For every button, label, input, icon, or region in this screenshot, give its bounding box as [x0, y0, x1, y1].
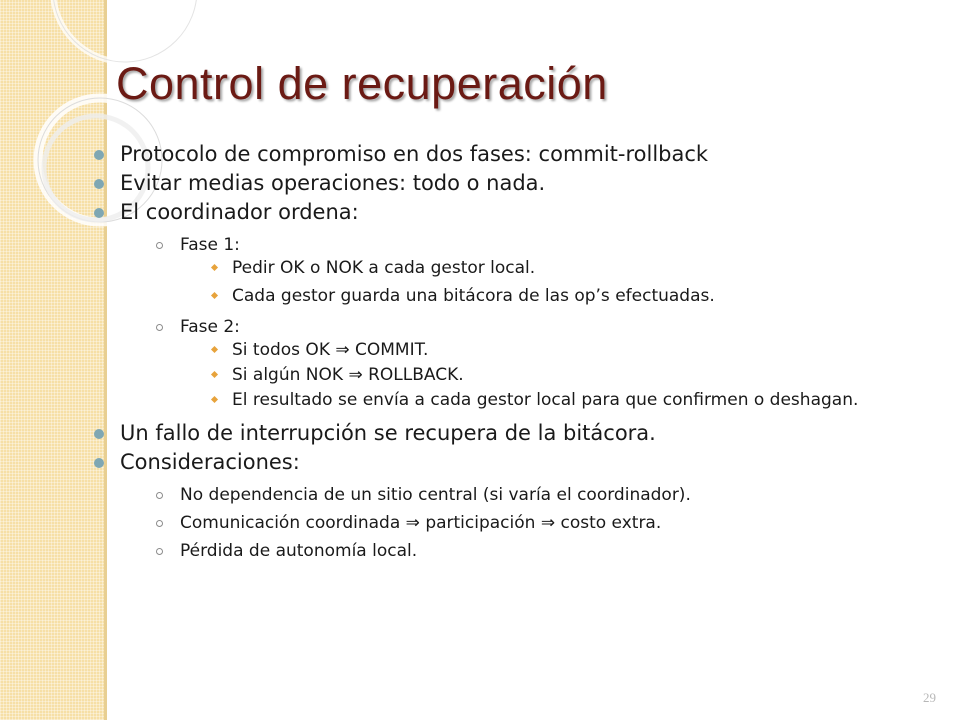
sub-item-phase-1 — [150, 233, 930, 305]
sub-list-phases — [120, 233, 930, 409]
consideration-item: Comunicación coordinada ⇒ participación ⇒ costo extra. — [150, 511, 930, 535]
page-number: 29 — [923, 690, 936, 705]
consideration-item: Pérdida de autonomía local. — [150, 539, 930, 563]
bullet-item-coordinator — [90, 198, 930, 409]
phase-2-label: Fase 2: — [180, 317, 240, 337]
slide-content — [90, 140, 930, 573]
slide-title: Control de recuperación — [116, 58, 608, 109]
sub-list-considerations — [120, 483, 930, 563]
bullet-item: Un fallo de interrupción se recupera de la bitácora. — [90, 419, 930, 448]
bullet-list — [90, 140, 930, 563]
phase-step: Cada gestor guarda una bitácora de las op’s efectuadas. — [206, 287, 930, 305]
phase-step: El resultado se envía a cada gestor local para que confirmen o deshagan. — [206, 391, 930, 409]
phase-step: Si algún NOK ⇒ ROLLBACK. — [206, 366, 930, 384]
phase-1-label: Fase 1: — [180, 235, 240, 255]
phase-2-steps — [180, 341, 930, 409]
consideration-item: No dependencia de un sitio central (si varía el coordinador). — [150, 483, 930, 507]
phase-1-steps — [180, 259, 930, 305]
bullet-text: Consideraciones: — [120, 450, 300, 474]
bullet-item-considerations — [90, 448, 930, 563]
bullet-text: El coordinador ordena: — [120, 200, 359, 224]
bullet-item: Evitar medias operaciones: todo o nada. — [90, 169, 930, 198]
bullet-item: Protocolo de compromiso en dos fases: commit-rollback — [90, 140, 930, 169]
sub-item-phase-2 — [150, 315, 930, 409]
phase-step: Pedir OK o NOK a cada gestor local. — [206, 259, 930, 277]
phase-step: Si todos OK ⇒ COMMIT. — [206, 341, 930, 359]
